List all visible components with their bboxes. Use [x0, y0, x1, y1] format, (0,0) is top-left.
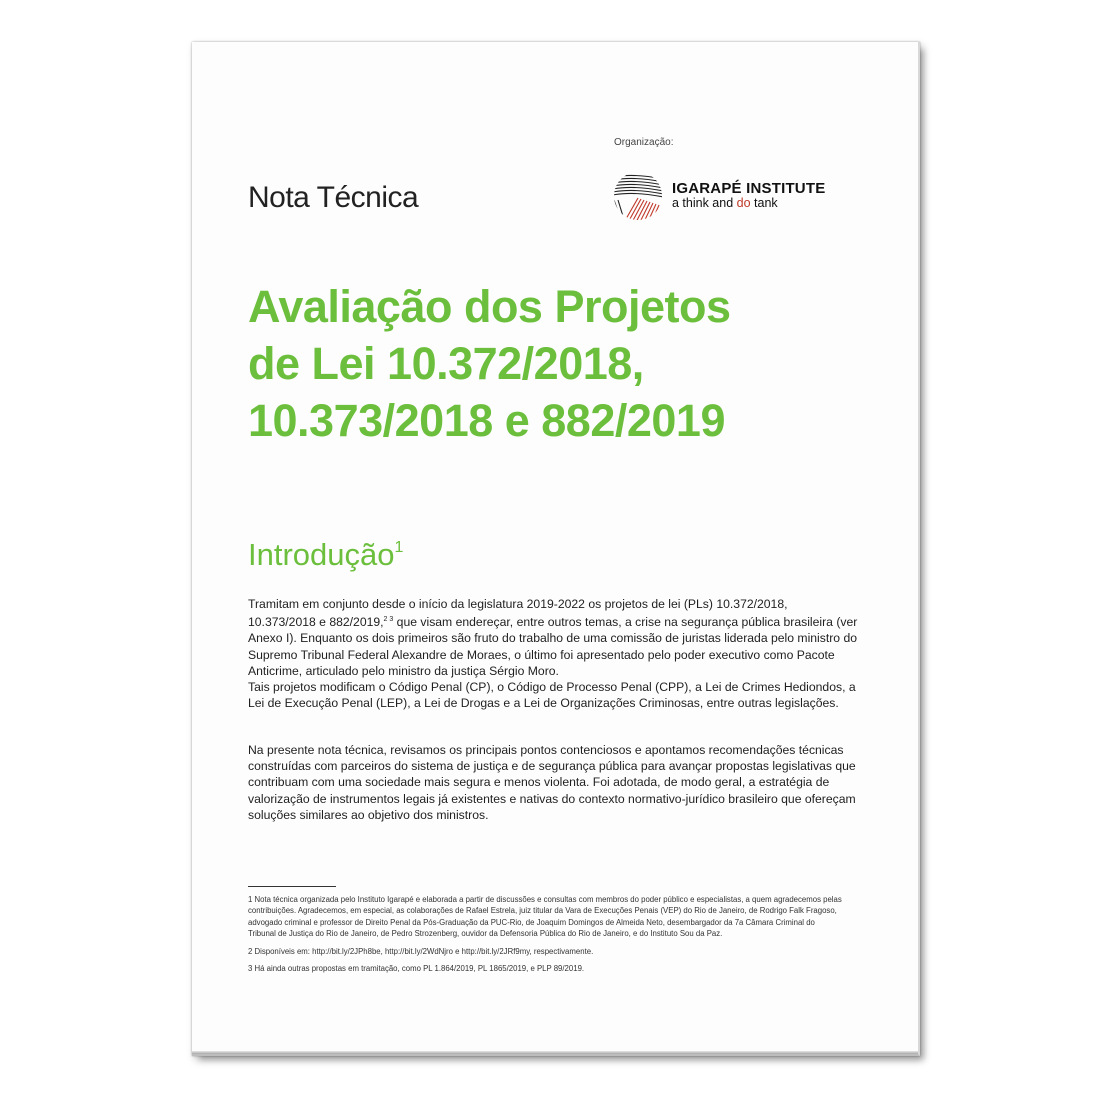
logo-tagline: a think and do tank [672, 196, 778, 211]
title-line-2: de Lei 10.372/2018, [248, 338, 644, 389]
main-title [248, 278, 888, 449]
igarape-logo [612, 170, 825, 222]
title-line-3: 10.373/2018 e 882/2019 [248, 395, 725, 446]
intro-paragraph-1: Tramitam em conjunto desde o início da legislatura 2019-2022 os projetos de lei (PLs) 10.372/2018, 10.373/2018 e 882/2019,$^{2 3}$ que visam endereçar, entre outros temas, a crise na segurança pública brasileira (ver Anexo I). Enquanto os dois primeiros são fruto do trabalho de uma comissão de juristas liderada pelo ministro do Supremo Tribunal Federal Alexandre de Moraes, o último foi apresentado pelo poder executivo como Pacote Anticrime, articulado pelo ministro da justiça Sérgio Moro. Tais projetos modificam o Código Penal (CP), o Código de Processo Penal (CPP), a Lei de Crimes Hediondos, a Lei de Execução Penal (LEP), a Lei de Drogas e a Lei de Organizações Criminosas, entre outras legislações. [248, 597, 858, 711]
igarape-logo-icon [612, 170, 664, 222]
footnote-1: 1 Nota técnica organizada pelo Instituto Igarapé e elaborada a partir de discussões e consultas com membros do poder público e especialistas, a quem agradecemos pelas contribuições. Agradecemos, em especial, as colaborações de Rafael Estrela, juiz titular da Vara de Execuções Penais (VEP) do Rio de Janeiro, de Rodrigo Falk Fragoso, advogado criminal e professor de Direito Penal da Pós-Graduação da PUC-Rio, de Joaquim Domingos de Almeida Neto, desembargador da 7a Câmara Criminal do Tribunal de Justiça do Rio de Janeiro, de Pedro Strozenberg, ouvidor da Defensoria Pública do Rio de Janeiro, e do Instituto Sou da Paz. [248, 895, 842, 939]
document-type: Nota Técnica [248, 181, 419, 214]
footnote-3: 3 Há ainda outras propostas em tramitação, como PL 1.864/2019, PL 1865/2019, e PLP 89/2019. [248, 964, 585, 974]
organization-label: Organização: [614, 137, 674, 148]
footnotes [248, 894, 842, 980]
intro-paragraph-2: Na presente nota técnica, revisamos os principais pontos contenciosos e apontamos recomendações técnicas construídas com parceiros do sistema de justiça e de segurança pública para avançar propostas legislativas que contribuam com uma sociedade mais segura e menos violenta. Foi adotada, de modo geral, a estratégia de valorização de instrumentos legais já existentes e nativas do contexto normativo-jurídico brasileiro que ofereçam soluções similares ao objetivo dos ministros. [248, 743, 856, 822]
logo-name: IGARAPÉ INSTITUTE [672, 179, 826, 197]
title-line-1: Avaliação dos Projetos [248, 281, 731, 332]
section-heading-introducao: Introdução$^1$ [248, 537, 404, 572]
document-page [192, 42, 920, 1056]
footnote-divider [248, 886, 336, 887]
footnote-2: 2 Disponíveis em: http://bit.ly/2JPh8be, http://bit.ly/2WdNjro e http://bit.ly/2JRf9my, respectivamente. [248, 946, 594, 956]
footnote-ref-2-3: 2 3 [383, 616, 394, 624]
footnote-ref-1: 1 [394, 539, 404, 556]
